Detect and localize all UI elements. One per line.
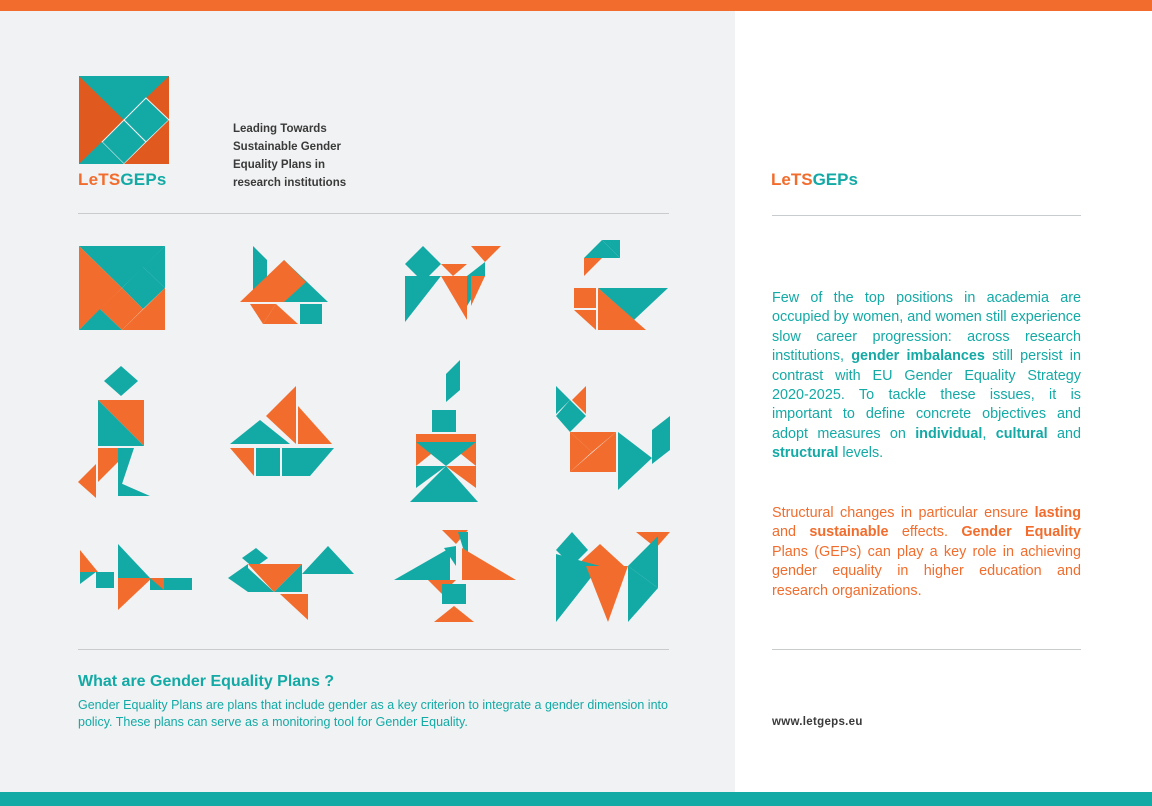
right-divider-bottom — [772, 649, 1081, 650]
logo-wordmark: LeTSGEPs — [78, 170, 167, 189]
divider-bottom — [78, 649, 669, 650]
tangram-sailboat-icon — [230, 386, 334, 478]
divider-top — [78, 213, 669, 214]
tangram-person-walking-icon — [78, 366, 154, 498]
right-logo-wordmark: LeTSGEPs — [771, 170, 858, 189]
website-link[interactable]: www.letgeps.eu — [772, 716, 863, 728]
section-description: Gender Equality Plans are plans that include gender as a key criterion to integrate a gender dimension into policy. These plans can serve as a monitoring tool for Gender Equality. — [78, 698, 668, 729]
tangram-figure-standing-icon — [410, 360, 478, 502]
tangram-airplane-icon — [80, 544, 192, 612]
tangram-swan-icon — [574, 240, 670, 332]
logo-tangram-icon — [79, 76, 169, 164]
tangram-fox-icon — [556, 532, 670, 624]
top-accent-bar — [0, 0, 1152, 11]
tangram-bird-flying-icon — [228, 546, 356, 622]
right-divider-top — [772, 215, 1081, 216]
tagline: Leading Towards Sustainable Gender Equality Plans in research institutions — [233, 123, 347, 189]
paragraph-structural-changes: Structural changes in particular ensure lasting and sustainable effects. Gender Equality Plans (GEPs) can play a key role in achieving gender equality in higher education and research organizations. — [772, 505, 1081, 599]
tangram-rabbit-icon — [556, 386, 670, 492]
tangram-cat-icon — [405, 246, 501, 324]
tangram-square-icon — [79, 246, 165, 330]
paragraph-career-progression: Few of the top positions in academia are occupied by women, and women still experience slow career progression: across research institutions, gender imbalances still persist in contrast with EU Gender Equality Strategy 2020-2025. To tackle these issues, it is important to define concrete objectives and adopt measures on individual, cultural and structural levels. — [772, 290, 1082, 462]
tangram-bird-spread-icon — [394, 530, 518, 626]
bottom-accent-bar — [0, 792, 1152, 806]
tangram-house-icon — [240, 246, 330, 326]
section-title: What are Gender Equality Plans ? — [78, 673, 335, 690]
